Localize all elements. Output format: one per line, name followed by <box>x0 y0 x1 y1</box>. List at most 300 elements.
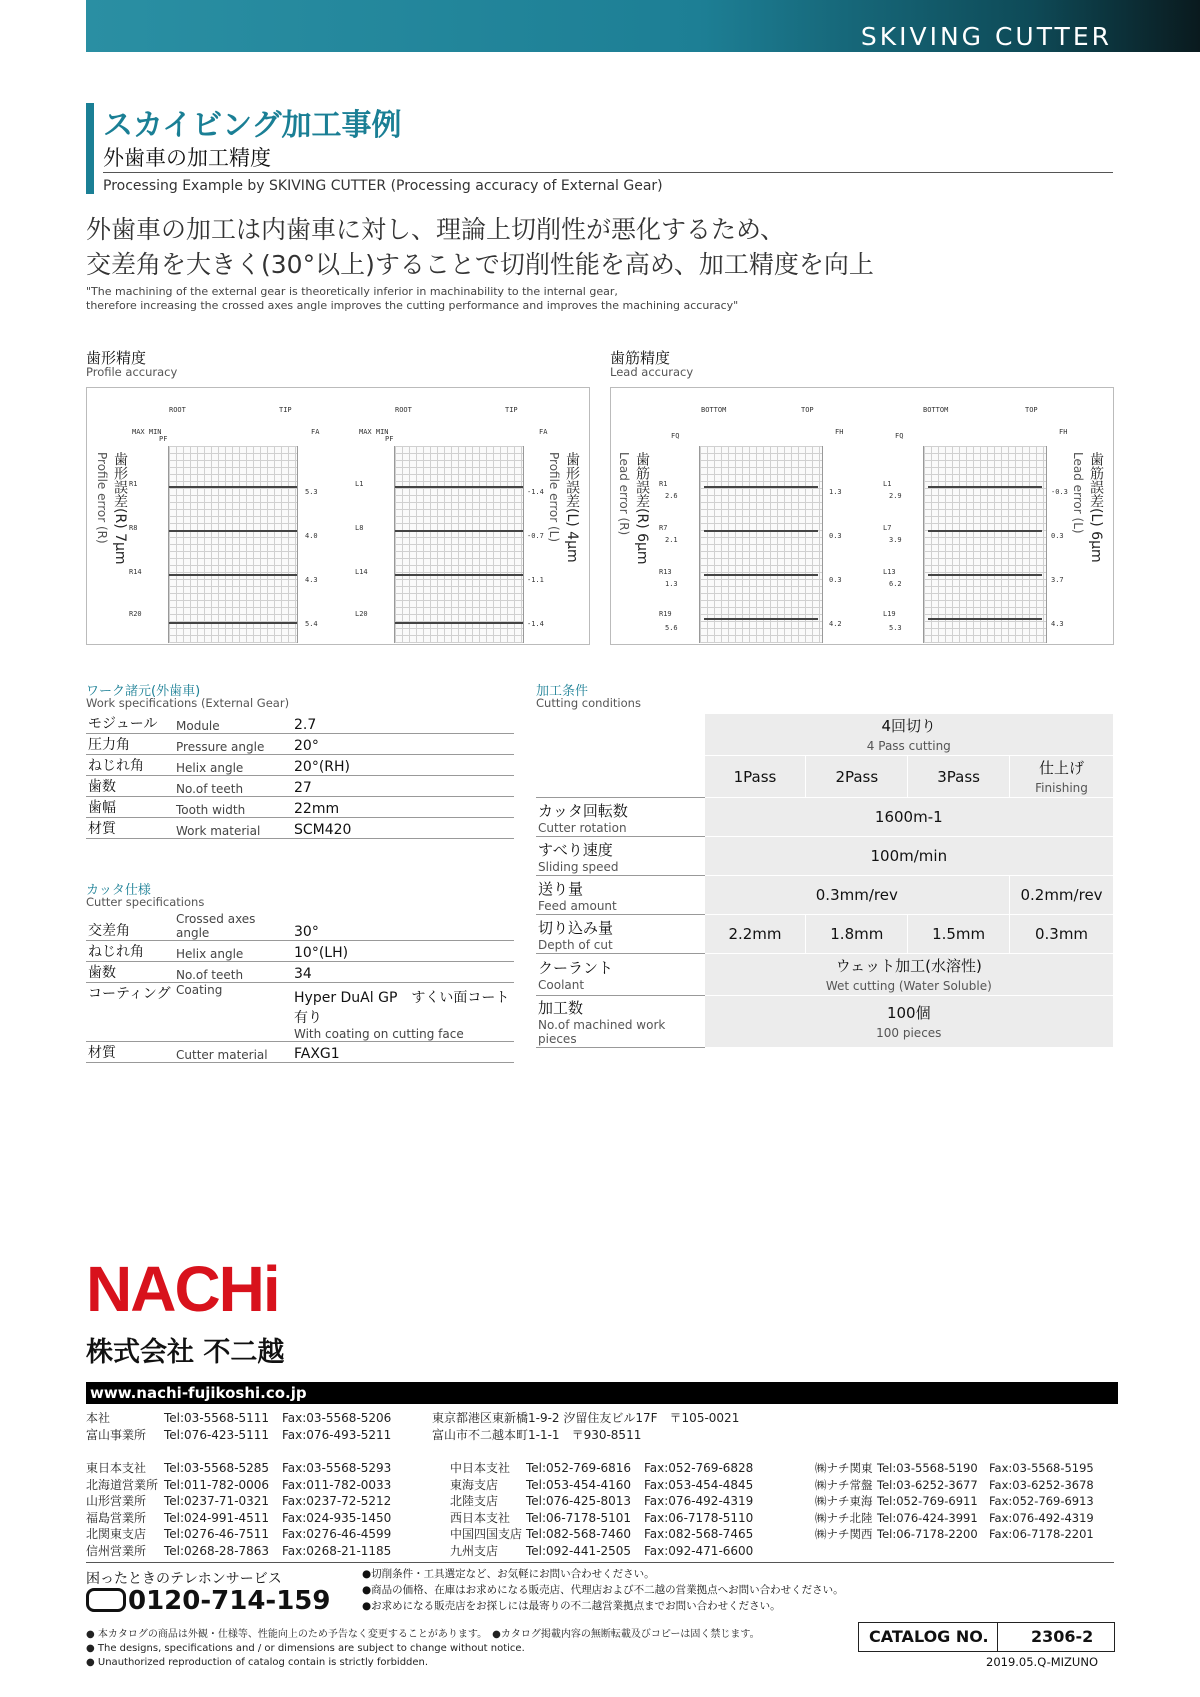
lead-row-a: 5.6 <box>665 624 678 632</box>
spec-value: 20° <box>292 734 514 755</box>
lead-en-2: therefore increasing the crossed axes angle improves the cutting performance and improves the machining accuracy" <box>86 299 739 312</box>
office-tel: Tel:052-769-6911 <box>877 1494 978 1508</box>
spec-value: FAXG1 <box>292 1042 514 1063</box>
spec-value: 27 <box>292 776 514 797</box>
cond-en: Feed amount <box>538 898 617 913</box>
lead-row-value: 0.3 <box>829 576 842 584</box>
office-tel: Tel:076-424-3991 <box>877 1510 978 1525</box>
cond-row-head <box>537 837 705 876</box>
work-spec-table <box>86 713 514 839</box>
cond-en: Depth of cut <box>538 937 613 952</box>
spec-en: No.of teeth <box>174 962 292 983</box>
table-row <box>86 797 514 818</box>
profile-chart <box>86 387 590 645</box>
profile-grid-left-flank <box>394 446 524 643</box>
office-row <box>450 1526 790 1543</box>
depth-value: 1.8mm <box>806 915 908 954</box>
office-fax: Fax:052-769-6913 <box>989 1494 1094 1508</box>
table-row <box>537 954 1114 996</box>
office-fax: Fax:011-782-0033 <box>282 1477 392 1492</box>
lead-error-right-label <box>615 452 651 632</box>
table-row <box>86 941 514 962</box>
header-banner <box>86 0 1200 52</box>
rotation-value: 1600m-1 <box>704 798 1113 837</box>
profile-tip-label-2: TIP <box>505 406 518 414</box>
office-row <box>86 1477 426 1494</box>
profile-row-id: L8 <box>355 524 364 532</box>
profile-fa-2: FA <box>539 428 548 436</box>
cutter-spec-table <box>86 912 514 1063</box>
free-dial[interactable] <box>86 1586 331 1616</box>
spec-en: Helix angle <box>174 755 292 776</box>
table-row <box>537 996 1114 1048</box>
office-address: 富山市不二越本町1-1-1 〒930-8511 <box>432 1427 642 1442</box>
office-address: 東京都港区東新橋1-9-2 汐留住友ビル17F 〒105-0021 <box>432 1411 740 1425</box>
spec-value: 30° <box>292 912 514 941</box>
profile-row-value: 4.3 <box>305 576 318 584</box>
office-fax: Fax:076-492-4319 <box>644 1494 754 1508</box>
coolant-en: Wet cutting (Water Soluble) <box>825 979 992 993</box>
office-name: 中国四国支店 <box>450 1527 523 1541</box>
spec-en: Helix angle <box>174 941 292 962</box>
footer-notes <box>86 1628 760 1670</box>
lead-en-1: "The machining of the external gear is theoretically inferior in machinability to the internal gear, <box>86 285 618 298</box>
sliding-value: 100m/min <box>704 837 1113 876</box>
work-label-en: Work specifications (External Gear) <box>86 696 290 710</box>
office-fax: Fax:092-471-6600 <box>644 1543 754 1558</box>
table-row <box>537 876 1114 915</box>
pieces-value <box>704 996 1113 1048</box>
spec-en: Cutter material <box>174 1042 292 1063</box>
spec-jp: 材質 <box>86 818 174 839</box>
spec-en: No.of teeth <box>174 776 292 797</box>
lead-error-left-en: Lead error (L) <box>1071 452 1085 534</box>
profile-maxmin: MAX MIN <box>132 428 162 436</box>
office-row <box>86 1543 426 1560</box>
pass-finish <box>1010 756 1114 798</box>
office-tel: Tel:024-991-4511 <box>164 1510 270 1525</box>
office-name: 福島営業所 <box>86 1510 147 1525</box>
hq-offices <box>86 1410 1114 1443</box>
office-fax: Fax:076-492-4319 <box>989 1510 1094 1525</box>
office-fax: Fax:03-5568-5206 <box>282 1411 392 1425</box>
office-fax: Fax:052-769-6828 <box>644 1461 754 1475</box>
office-fax: Fax:0276-46-4599 <box>282 1527 392 1541</box>
office-tel: Tel:092-441-2505 <box>526 1543 632 1558</box>
profile-row-id: L20 <box>355 610 368 618</box>
nachi-logo: NACHi <box>86 1253 279 1325</box>
work-label: ワーク諸元(外歯車) <box>86 684 201 699</box>
company-url[interactable]: www.nachi-fujikoshi.co.jp <box>86 1382 1118 1404</box>
office-tel: Tel:03-5568-5285 <box>164 1461 270 1475</box>
feed-value: 0.3mm/rev <box>704 876 1009 915</box>
office-fax: Fax:024-935-1450 <box>282 1510 392 1525</box>
office-name: 九州支店 <box>450 1543 499 1558</box>
depth-value: 2.2mm <box>704 915 806 954</box>
cond-jp: カッタ回転数 <box>538 801 628 820</box>
profile-label-en: Profile accuracy <box>86 365 178 379</box>
spec-value: SCM420 <box>292 818 514 839</box>
table-row <box>86 776 514 797</box>
lead-fh: FH <box>835 428 844 436</box>
profile-pf: PF <box>159 435 168 443</box>
lead-row-a: 3.9 <box>889 536 902 544</box>
office-row <box>86 1510 426 1527</box>
table-row <box>86 713 514 734</box>
lead-grid-left-flank <box>923 446 1047 643</box>
telephone-service-label: 困ったときのテレホンサービス <box>86 1571 282 1587</box>
catalog-box <box>858 1622 1115 1652</box>
office-row <box>815 1477 1115 1494</box>
pass-3: 3Pass <box>908 756 1010 798</box>
note-line: ●お求めになる販売店をお探しには最寄りの不二越営業拠点までお問い合わせください。 <box>362 1600 781 1612</box>
office-row <box>86 1410 1114 1427</box>
table-row <box>86 818 514 839</box>
lead-row-value: 4.2 <box>829 620 842 628</box>
office-fax: Fax:03-5568-5293 <box>282 1461 392 1475</box>
spec-jp: ねじれ角 <box>86 755 174 776</box>
spec-jp: 歯数 <box>86 776 174 797</box>
table-row <box>537 837 1114 876</box>
coolant-value <box>704 954 1113 996</box>
spec-value: 34 <box>292 962 514 983</box>
pieces-jp: 100個 <box>886 1004 931 1022</box>
profile-tip-label: TIP <box>279 406 292 414</box>
office-row <box>815 1510 1115 1527</box>
cond-empty-cell <box>537 714 705 756</box>
contact-notes <box>362 1566 844 1614</box>
lead-grid-right-flank <box>699 446 823 643</box>
page-title-english: Processing Example by SKIVING CUTTER (Processing accuracy of External Gear) <box>103 178 663 194</box>
finish-en: Finishing <box>1035 781 1088 795</box>
cond-jp: すべり速度 <box>538 840 613 859</box>
cond-row-head <box>537 996 705 1048</box>
office-tel: Tel:03-5568-5111 <box>164 1411 270 1425</box>
page-title: スカイビング加工事例 <box>103 108 402 143</box>
lead-error-left-jp: 歯筋誤差(L) 6µm <box>1088 452 1104 563</box>
lead-row-value: 4.3 <box>1051 620 1064 628</box>
office-row <box>450 1543 790 1560</box>
catalog-label: CATALOG NO. <box>869 1627 989 1646</box>
lead-label: 歯筋精度 <box>610 349 671 367</box>
lead-row-value: -0.3 <box>1051 488 1068 496</box>
page-subtitle: 外歯車の加工精度 <box>103 146 271 170</box>
profile-error-right-label <box>93 452 129 632</box>
office-tel: Tel:03-6252-3677 <box>877 1477 978 1492</box>
office-name: 中日本支社 <box>450 1461 511 1475</box>
office-column-1 <box>86 1460 426 1559</box>
office-name: 北海道営業所 <box>86 1477 159 1492</box>
profile-error-right-jp: 歯形誤差(R) 7µm <box>112 452 128 565</box>
profile-error-left-label <box>545 452 581 632</box>
lead-row-a: 2.9 <box>889 492 902 500</box>
office-name: 本社 <box>86 1411 111 1425</box>
profile-row-value: 5.4 <box>305 620 318 628</box>
lead-jp-1: 外歯車の加工は内歯車に対し、理論上切削性が悪化するため、 <box>86 215 786 244</box>
spec-value: 10°(LH) <box>292 941 514 962</box>
lead-row-id: L19 <box>883 610 896 618</box>
lead-row-id: L13 <box>883 568 896 576</box>
office-fax: Fax:03-5568-5195 <box>989 1461 1094 1475</box>
spec-value: 22mm <box>292 797 514 818</box>
lead-row-id: R1 <box>659 480 668 488</box>
lead-row-value: 1.3 <box>829 488 842 496</box>
pieces-en: 100 pieces <box>876 1026 942 1040</box>
spec-jp: モジュール <box>86 713 174 734</box>
office-name: 北関東支店 <box>86 1527 147 1541</box>
office-column-3 <box>815 1460 1115 1543</box>
profile-row-value: -0.7 <box>527 532 544 540</box>
company-name: 株式会社 不二越 <box>86 1337 285 1368</box>
cond-row-head <box>537 876 705 915</box>
lead-jp-2: 交差角を大きく(30°以上)することで切削性能を高め、加工精度を向上 <box>86 250 874 279</box>
lead-error-left-label <box>1069 452 1105 632</box>
office-name: 東日本支社 <box>86 1461 147 1475</box>
office-tel: Tel:053-454-4160 <box>526 1477 632 1492</box>
profile-row-id: R14 <box>129 568 142 576</box>
spec-jp: 交差角 <box>86 912 174 941</box>
coating-value: Hyper DuAl GP すくい面コート有り <box>294 990 510 1026</box>
table-row <box>86 983 514 1042</box>
office-row <box>815 1493 1115 1510</box>
office-fax: Fax:076-493-5211 <box>282 1427 392 1442</box>
cutter-label-en: Cutter specifications <box>86 895 205 909</box>
office-row <box>815 1460 1115 1477</box>
coating-value-en: With coating on cutting face <box>294 1027 464 1041</box>
lead-row-id: R13 <box>659 568 672 576</box>
profile-row-value: 5.3 <box>305 488 318 496</box>
catalog-divider <box>997 1623 998 1651</box>
spec-en: Tooth width <box>174 797 292 818</box>
pass-1: 1Pass <box>704 756 806 798</box>
cutter-label: カッタ仕様 <box>86 883 151 898</box>
table-row <box>537 798 1114 837</box>
coolant-jp: ウェット加工(水溶性) <box>835 957 982 975</box>
table-row <box>86 755 514 776</box>
cond-en: Coolant <box>538 978 585 992</box>
spec-jp: 圧力角 <box>86 734 174 755</box>
office-tel: Tel:06-7178-2200 <box>877 1527 978 1541</box>
profile-row-value: -1.4 <box>527 488 544 496</box>
spec-jp: 材質 <box>86 1042 174 1063</box>
lead-row-id: R7 <box>659 524 668 532</box>
profile-maxmin-2: MAX MIN <box>359 428 389 436</box>
profile-root-label: ROOT <box>169 406 186 414</box>
profile-error-left-en: Profile error (L) <box>547 452 561 543</box>
cond-label-en: Cutting conditions <box>536 696 641 710</box>
office-tel: Tel:06-7178-5101 <box>526 1510 632 1525</box>
spec-value <box>292 983 514 1042</box>
cond-head-jp: 4回切り <box>881 717 937 735</box>
footer-note: ● The designs, specifications and / or dimensions are subject to change without notice. <box>86 1643 525 1654</box>
office-name: 信州営業所 <box>86 1543 147 1558</box>
office-tel: Tel:076-425-8013 <box>526 1494 632 1508</box>
lead-top-label-2: TOP <box>1025 406 1038 414</box>
profile-grid-right-flank <box>168 446 298 643</box>
lead-row-a: 5.3 <box>889 624 902 632</box>
office-tel: Tel:082-568-7460 <box>526 1527 632 1541</box>
spec-en: Pressure angle <box>174 734 292 755</box>
profile-row-id: L1 <box>355 480 364 488</box>
spec-jp: 歯幅 <box>86 797 174 818</box>
office-column-2 <box>450 1460 790 1559</box>
note-line: ●切削条件・工具選定など、お気軽にお問い合わせください。 <box>362 1568 655 1580</box>
office-fax: Fax:0237-72-5212 <box>282 1494 392 1508</box>
profile-row-id: R8 <box>129 524 138 532</box>
free-dial-icon <box>86 1588 126 1612</box>
lead-row-id: L1 <box>883 480 892 488</box>
office-row <box>86 1460 426 1477</box>
office-tel: Tel:052-769-6816 <box>526 1461 632 1475</box>
table-row <box>537 756 1114 798</box>
footer-note: ● 本カタログの商品は外観・仕様等、性能向上のため予告なく変更することがあります。 ●カタログ掲載内容の無断転載及びコピーは固く禁じます。 <box>86 1629 760 1640</box>
note-line: ●商品の価格、在庫はお求めになる販売店、代理店および不二越の営業拠点へお問い合わせください。 <box>362 1584 844 1596</box>
lead-row-a: 6.2 <box>889 580 902 588</box>
cond-jp: 送り量 <box>538 879 584 898</box>
office-row <box>86 1493 426 1510</box>
office-tel: Tel:0268-28-7863 <box>164 1543 270 1558</box>
lead-bottom-label-2: BOTTOM <box>923 406 949 414</box>
spec-en: Crossed axes angle <box>174 912 292 941</box>
table-row <box>86 734 514 755</box>
cond-row-head <box>537 915 705 954</box>
lead-label-en: Lead accuracy <box>610 365 694 379</box>
lead-row-value: 0.3 <box>1051 532 1064 540</box>
spec-en: Module <box>174 713 292 734</box>
office-fax: Fax:03-6252-3678 <box>989 1477 1094 1492</box>
office-fax: Fax:06-7178-2201 <box>989 1527 1094 1541</box>
office-fax: Fax:053-454-4845 <box>644 1477 754 1492</box>
profile-row-id: L14 <box>355 568 368 576</box>
office-fax: Fax:06-7178-5110 <box>644 1510 754 1525</box>
profile-row-id: R1 <box>129 480 138 488</box>
spec-value: 20°(RH) <box>292 755 514 776</box>
pass-2: 2Pass <box>806 756 908 798</box>
cond-jp: クーラント <box>538 959 614 977</box>
finish-jp: 仕上げ <box>1039 759 1085 777</box>
office-tel: Tel:011-782-0006 <box>164 1477 270 1492</box>
office-row <box>86 1427 1114 1444</box>
spec-jp: コーティング <box>86 983 174 1042</box>
cond-jp: 切り込み量 <box>538 918 614 937</box>
lead-row-id: L7 <box>883 524 892 532</box>
profile-label: 歯形精度 <box>86 349 147 367</box>
table-row <box>86 962 514 983</box>
office-name: ㈱ナチ常盤 <box>815 1477 873 1492</box>
office-name: 東海支店 <box>450 1477 499 1492</box>
office-row <box>86 1526 426 1543</box>
feed-value-finish: 0.2mm/rev <box>1010 876 1114 915</box>
title-divider <box>103 172 1113 173</box>
office-name: ㈱ナチ東海 <box>815 1494 873 1508</box>
cond-en: Sliding speed <box>538 859 619 874</box>
profile-row-value: -1.1 <box>527 576 544 584</box>
profile-fa: FA <box>311 428 320 436</box>
table-row <box>537 714 1114 756</box>
office-name: ㈱ナチ関東 <box>815 1461 873 1475</box>
lead-bottom-label: BOTTOM <box>701 406 727 414</box>
profile-root-label-2: ROOT <box>395 406 412 414</box>
lead-top-label: TOP <box>801 406 814 414</box>
profile-error-left-jp: 歯形誤差(L) 4µm <box>564 452 580 563</box>
profile-row-id: R20 <box>129 610 142 618</box>
lead-row-a: 2.6 <box>665 492 678 500</box>
cutting-conditions-table <box>536 713 1114 1048</box>
profile-pf-2: PF <box>385 435 394 443</box>
cond-en: No.of machined work pieces <box>538 1018 666 1046</box>
cond-label: 加工条件 <box>536 684 589 699</box>
office-fax: Fax:0268-21-1185 <box>282 1543 392 1558</box>
profile-error-right-en: Profile error (R) <box>95 452 109 544</box>
table-row <box>537 915 1114 954</box>
title-accent <box>86 103 94 194</box>
lead-fq: FQ <box>671 432 680 440</box>
spec-en: Work material <box>174 818 292 839</box>
lead-row-a: 1.3 <box>665 580 678 588</box>
cond-row-head <box>537 798 705 837</box>
office-name: ㈱ナチ北陸 <box>815 1510 873 1525</box>
depth-value: 1.5mm <box>908 915 1010 954</box>
office-name: 北陸支店 <box>450 1494 499 1508</box>
office-name: 山形営業所 <box>86 1494 147 1508</box>
office-row <box>450 1510 790 1527</box>
office-tel: Tel:0276-46-7511 <box>164 1527 270 1541</box>
lead-chart <box>610 387 1114 645</box>
office-row <box>450 1477 790 1494</box>
lead-error-right-en: Lead error (R) <box>617 452 631 536</box>
office-row <box>450 1460 790 1477</box>
phone-number: 0120-714-159 <box>128 1586 331 1616</box>
depth-value: 0.3mm <box>1010 915 1114 954</box>
office-name: ㈱ナチ関西 <box>815 1527 873 1541</box>
spec-en: Coating <box>174 983 292 1042</box>
cond-en: Cutter rotation <box>538 820 627 835</box>
catalog-date: 2019.05.Q-MIZUNO <box>986 1655 1098 1669</box>
office-fax: Fax:082-568-7465 <box>644 1527 754 1541</box>
lead-row-id: R19 <box>659 610 672 618</box>
table-row <box>86 912 514 941</box>
lead-row-value: 0.3 <box>829 532 842 540</box>
lead-row-value: 3.7 <box>1051 576 1064 584</box>
cond-jp: 加工数 <box>538 999 584 1017</box>
profile-row-value: 4.0 <box>305 532 318 540</box>
office-tel: Tel:03-5568-5190 <box>877 1461 978 1475</box>
spec-jp: ねじれ角 <box>86 941 174 962</box>
spec-value: 2.7 <box>292 713 514 734</box>
office-row <box>815 1526 1115 1543</box>
cond-head <box>704 714 1113 756</box>
catalog-number: 2306-2 <box>1031 1627 1094 1646</box>
office-name: 西日本支社 <box>450 1510 511 1525</box>
lead-row-a: 2.1 <box>665 536 678 544</box>
lead-fq-2: FQ <box>895 432 904 440</box>
lead-error-right-jp: 歯筋誤差(R) 6µm <box>634 452 650 565</box>
profile-row-value: -1.4 <box>527 620 544 628</box>
office-row <box>450 1493 790 1510</box>
cond-empty-cell <box>537 756 705 798</box>
footer-divider <box>86 1562 1114 1563</box>
cond-row-head <box>537 954 705 996</box>
cond-head-en: 4 Pass cutting <box>866 739 951 753</box>
office-name: 富山事業所 <box>86 1427 147 1442</box>
lead-fh-2: FH <box>1059 428 1068 436</box>
banner-title: SKIVING CUTTER <box>860 22 1112 51</box>
office-tel: Tel:076-423-5111 <box>164 1427 270 1442</box>
footer-note: ● Unauthorized reproduction of catalog contain is strictly forbidden. <box>86 1657 429 1668</box>
table-row <box>86 1042 514 1063</box>
spec-jp: 歯数 <box>86 962 174 983</box>
office-tel: Tel:0237-71-0321 <box>164 1494 270 1508</box>
